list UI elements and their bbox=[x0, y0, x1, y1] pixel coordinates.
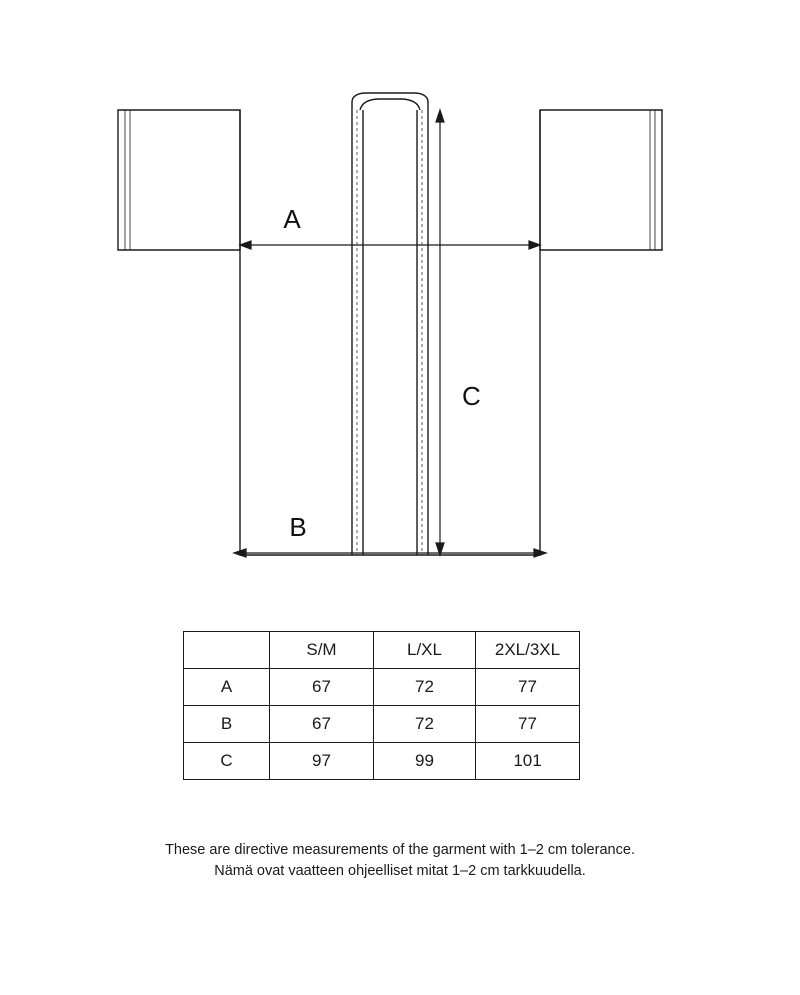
table-row bbox=[184, 669, 580, 706]
row-label-b: B bbox=[184, 706, 270, 743]
dimension-b-label: B bbox=[289, 512, 307, 542]
column-header-2xl3xl: 2XL/3XL bbox=[476, 632, 580, 669]
table-corner-cell bbox=[184, 632, 270, 669]
dimension-c-arrow-top bbox=[436, 110, 444, 122]
measurement-table-wrap bbox=[183, 631, 579, 780]
dimension-a-arrow-left bbox=[240, 241, 251, 249]
table-row bbox=[184, 743, 580, 780]
cell-a-sm: 67 bbox=[270, 669, 374, 706]
body-outline bbox=[240, 110, 540, 555]
dimension-a-label: A bbox=[283, 204, 301, 234]
dimension-a-group bbox=[240, 241, 540, 249]
cell-b-2xl3xl: 77 bbox=[476, 706, 580, 743]
table-header-row bbox=[184, 632, 580, 669]
right-sleeve-outline bbox=[540, 110, 662, 250]
row-label-c: C bbox=[184, 743, 270, 780]
footnote bbox=[0, 840, 800, 882]
cell-c-sm: 97 bbox=[270, 743, 374, 780]
table-row bbox=[184, 706, 580, 743]
column-header-lxl: L/XL bbox=[374, 632, 476, 669]
cell-a-lxl: 72 bbox=[374, 669, 476, 706]
dimension-c-label: C bbox=[462, 381, 481, 411]
dimension-c-group bbox=[436, 110, 444, 555]
garment-technical-drawing bbox=[0, 60, 800, 590]
cell-c-lxl: 99 bbox=[374, 743, 476, 780]
footnote-line-en: These are directive measurements of the garment with 1–2 cm tolerance. bbox=[165, 842, 635, 858]
dimension-a-arrow-right bbox=[529, 241, 540, 249]
footnote-line-fi: Nämä ovat vaatteen ohjeelliset mitat 1–2 cm tarkkuudella. bbox=[214, 863, 586, 880]
column-header-sm: S/M bbox=[270, 632, 374, 669]
dimension-b-group bbox=[234, 549, 546, 557]
neckline-inner bbox=[360, 99, 420, 110]
cell-b-sm: 67 bbox=[270, 706, 374, 743]
row-label-a: A bbox=[184, 669, 270, 706]
measurement-table bbox=[183, 631, 580, 780]
left-sleeve-outline bbox=[118, 110, 240, 250]
garment-drawing-svg bbox=[0, 60, 800, 590]
cell-a-2xl3xl: 77 bbox=[476, 669, 580, 706]
cell-c-2xl3xl: 101 bbox=[476, 743, 580, 780]
neckline-outline bbox=[352, 93, 428, 110]
cell-b-lxl: 72 bbox=[374, 706, 476, 743]
